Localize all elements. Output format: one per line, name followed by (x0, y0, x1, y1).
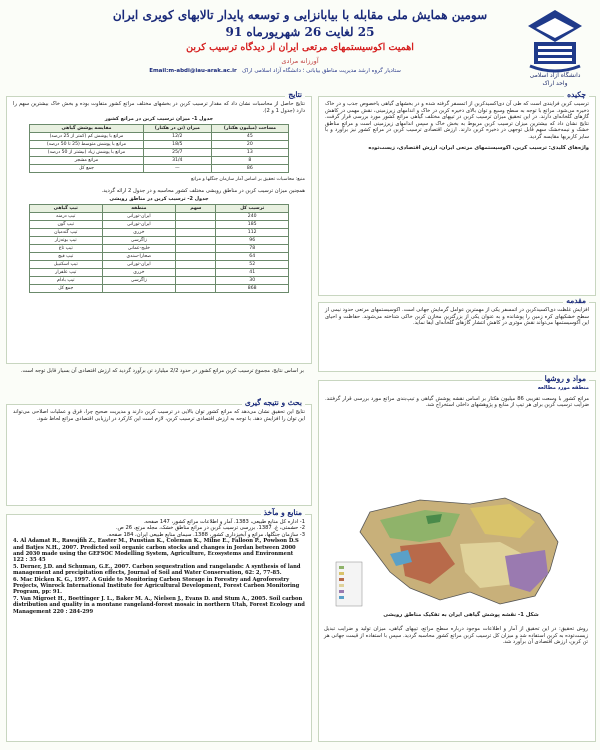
conference-date: 25 لغایت 26 شهریورماه 91 (225, 25, 375, 39)
affiliation-line (40, 68, 510, 74)
table-cell (176, 261, 216, 269)
conference-title: سومین همایش ملی مقابله با بیابانزایی و توسعه پایدار تالابهای کویری ایران (112, 8, 488, 22)
table-cell: تیپ بادام (30, 277, 103, 285)
table1-header: مقایسه پوشش گیاهی (30, 125, 144, 133)
table-row (30, 261, 289, 269)
table-cell: 30 (216, 277, 289, 285)
table-cell: 8 (211, 157, 288, 165)
table-row (30, 245, 289, 253)
map-caption: شکل 1- نقشه پوشش گیاهی ایران به تفکیک مناطق رویشی (383, 612, 539, 618)
table-cell: تیپ تاغ (30, 245, 103, 253)
results-title: نتایج (285, 90, 305, 99)
university-logo-icon (524, 8, 586, 76)
table-row (30, 269, 289, 277)
table-cell: تیپ قیچ (30, 253, 103, 261)
table-cell: 240 (216, 213, 289, 221)
table-cell (176, 213, 216, 221)
table-cell: 52 (216, 261, 289, 269)
table-row (30, 165, 289, 173)
table-cell: جمع کل (30, 165, 144, 173)
table-cell: تیپ گون (30, 221, 103, 229)
table-cell: 13 (211, 149, 288, 157)
table-cell (102, 285, 176, 293)
table-row (30, 229, 289, 237)
table2-header: منطقه (102, 205, 176, 213)
results-text3: بر اساس نتایج، مجموع ترسیب کربن مراتع کشور در حدود 2/2 میلیارد تن برآورد گردید که ارزش اقتصادی آن بسیار قابل توجه است. (20, 368, 304, 374)
table-cell (176, 269, 216, 277)
vegetation-map-figure (330, 492, 592, 612)
table-cell (176, 229, 216, 237)
reference-item-en: 4. Al Adamat R., Rawajfih Z., Easter M., Paustian K., Coleman K., Milne E., Falloon P., Powlson D.S and Batjes N.H., 2007. Predicted soil organic carbon stocks and changes in Jordan between 2000 and 2030 made using the GEFSOC Modelling System, Agriculture, Ecosystems and Environment 122 : 35 45 (13, 538, 299, 564)
logo-caption-line2: واحد اراک (542, 80, 568, 87)
reference-item-fa: 1- اداره کل منابع طبیعی، 1383. آمار و اطلاعات مراتع کشور، 147 صفحه. (143, 519, 305, 525)
abstract-text: ترسیب کربن فرایندی است که طی آن دی‌اکسیدکربن از اتمسفر گرفته شده و در بخشهای گیاهی یاخصوص جذب و در خاک ذخیره می‌شود. مراتع با توجه به سطح وسیع و توان بالای ذخیره کربن در خاک و اندامهای زیرزمینی، نقش مهمی در کاهش گازهای گلخانه‌ای دارند. در این تحقیق میزان ترسیب کربن در تیپهای مختلف گیاهی مراتع کشور مورد بررسی قرار گرفت. نتایج نشان داد که بیشترین میزان ترسیب کربن مربوط به بخش خاک و سپس اندامهای زیرزمینی است و مراتع مناطق خشک و نیمه‌خشک سهم قابل توجهی در ذخیره کربن دارند. ارزش اقتصادی ترسیب کربن در مراتع کشور نیز برآورد و با سایر کاربریها مقایسه گردید. (325, 101, 589, 140)
table-row (30, 149, 289, 157)
methods-text: مراتع کشور با وسعت تقریبی 86 میلیون هکتار بر اساس نقشه پوشش گیاهی و تیپ‌بندی مراتع مورد بررسی قرار گرفتند. ضرایب ترسیب کربن برای هر تیپ از منابع و پژوهشهای داخلی استخراج شد. (325, 395, 589, 409)
table-cell: 86 (211, 165, 288, 173)
table-cell: 112 (216, 229, 289, 237)
abstract-keywords: واژه‌های کلیدی: ترسیب کربن، اکوسیستمهای مرتعی ایران، ارزش اقتصادی، زیست‌توده (368, 144, 589, 151)
table-cell: صحارا-سندی (102, 253, 176, 261)
table-cell: 78 (216, 245, 289, 253)
results-text2: همچنین میزان ترسیب کربن در مناطق رویشی مختلف کشور محاسبه و در جدول 2 ارائه گردید. (101, 187, 305, 194)
table1-note: منبع: محاسبات تحقیق بر اساس آمار سازمان جنگلها و مراتع (191, 177, 305, 183)
table-cell: تیپ علفزار (30, 269, 103, 277)
table-cell: 64 (216, 253, 289, 261)
discussion-box (6, 398, 312, 506)
table-cell: تیپ درمنه (30, 213, 103, 221)
table-cell: 185 (216, 221, 289, 229)
methods-after-map: روش تحقیق: در این تحقیق از آمار و اطلاعات موجود درباره سطح مراتع، تیپهای گیاهی، میزان تولید و ضرایب تبدیل زیست‌توده به کربن استفاده شد و میزان کل ترسیب کربن مراتع کشور محاسبه گردید. سپس با استفاده از قیمت جهانی هر تن کربن، ارزش اقتصادی آن برآورد شد. (324, 626, 588, 646)
authors: آورزانه مرادی (281, 57, 319, 65)
references-title: منابع و مآخذ (261, 508, 305, 517)
table-cell: ایران-تورانی (102, 221, 176, 229)
table-cell (176, 285, 216, 293)
table-cell: — (143, 165, 211, 173)
table-cell: 25/7 (143, 149, 211, 157)
table-row (30, 157, 289, 165)
discussion-text: نتایج این تحقیق نشان می‌دهد که مراتع کشور توان بالایی در ترسیب کربن دارند و مدیریت صحیح چرا، قرق و عملیات اصلاحی می‌تواند این توان را افزایش دهد. با توجه به ارزش اقتصادی ترسیب کربن، لازم است این کارکرد در ارزیابی اقتصادی مراتع لحاظ شود. (13, 409, 305, 422)
table-cell: زاگرسی (102, 237, 176, 245)
table-row (30, 237, 289, 245)
reference-item-en: 7. Van Migroet H., Boettinger J. L., Baker M. A., Nielsen J., Evans D. and Stum A., 2005. Soil carbon distribution and quality in a montane rangeland-forest mosaic in northern Utah, Forest Ecology and Management 220 : 284-299 (13, 595, 305, 615)
table-row (30, 141, 289, 149)
abstract-box (318, 90, 596, 296)
table-cell: خلیج-عمانی (102, 245, 176, 253)
reference-item-fa: 3- سازمان جنگلها، مراتع و آبخیزداری کشور، 1388. سیمای منابع طبیعی ایران، 184 صفحه. (107, 531, 305, 538)
poster-header (0, 0, 600, 90)
table1-header: میزان (تن در هکتار) (143, 125, 211, 133)
paper-title: اهمیت اکوسیستمهای مرتعی ایران از دیدگاه ترسیب کربن (186, 42, 414, 53)
intro-title: مقدمه (563, 296, 589, 305)
table-cell: 45 (211, 133, 288, 141)
table-cell: تیپ گندمیان (30, 229, 103, 237)
table-cell: 868 (216, 285, 289, 293)
table-cell (176, 277, 216, 285)
table-row (30, 253, 289, 261)
table1-header: مساحت (میلیون هکتار) (211, 125, 288, 133)
table-cell: 41 (216, 269, 289, 277)
table-cell: مراتع مشجر (30, 157, 144, 165)
results-box (6, 90, 312, 364)
reference-item-en: 5. Derner, J.D. and Schuman, G.E., 2007. Carbon sequestration and rangelands: A synthesis of land management and precipitation effects, Journal of Soil and Water Conservation, 62: 2, 77-85. (13, 563, 301, 577)
discussion-title: بحث و نتیجه گیری (242, 398, 305, 407)
table-cell: ایران-تورانی (102, 261, 176, 269)
table-cell: 12/2 (143, 133, 211, 141)
table-cell: 96 (216, 237, 289, 245)
table2-caption: جدول 2- ترسیب کربن در مناطق رویشی (109, 196, 209, 203)
table-cell: مراتع با پوشش کم (کمتر از 25 درصد) (30, 133, 144, 141)
affiliation: ستادیار گروه ارشد مدیریت مناطق بیابانی ؛ دانشگاه آزاد اسلامی اراک (241, 68, 401, 74)
table-row (30, 277, 289, 285)
table-row (30, 221, 289, 229)
reference-item-en: 6. Mac Dicken K. G., 1997. A Guide to Monitoring Carbon Storage in Forestry and Agroforestry Projects, Winrock International Institute for Agricultural Development, Forest Carbon Monitoring Program, pp: 91. (13, 576, 300, 596)
intro-text: افزایش غلظت دی‌اکسیدکربن در اتمسفر یکی از مهمترین عوامل گرمایش جهانی است. اکوسیستمهای مرتعی حدود نیمی از سطح خشکیهای کره زمین را پوشانده و به عنوان یکی از بزرگترین مخازن کربن خاکی شناخته می‌شوند. حفاظت و احیای این اکوسیستمها می‌تواند نقش موثری در کاهش انتشار گازهای گلخانه‌ای ایفا نماید. (325, 307, 589, 327)
logo-caption (518, 72, 592, 88)
results-text1: نتایج حاصل از محاسبات نشان داد که مقدار ترسیب کربن در بخشهای مختلف مراتع کشور متفاوت بوده و بخش خاک بیشترین سهم را دارد (جدول 1 و 2). (13, 101, 305, 114)
table-row (30, 133, 289, 141)
methods-subtitle: منطقه مورد مطالعه (537, 385, 589, 391)
table-cell (176, 253, 216, 261)
table-cell (176, 221, 216, 229)
table-row (30, 285, 289, 293)
table-cell: 20 (211, 141, 288, 149)
table-cell (176, 245, 216, 253)
table2-header: سهم (176, 205, 216, 213)
table-row (30, 213, 289, 221)
table2-header: تیپ گیاهی (30, 205, 103, 213)
table-cell: 31/4 (143, 157, 211, 165)
table-cell: خزری (102, 229, 176, 237)
table-cell (176, 237, 216, 245)
intro-box (318, 296, 596, 372)
table2 (29, 204, 289, 293)
table-cell: مراتع با پوشش زیاد (بیشتر از 50 درصد) (30, 149, 144, 157)
table-cell: 18/5 (143, 141, 211, 149)
abstract-title: چکیده (564, 90, 589, 99)
email-link[interactable]: Email:m-abdi@iau-arak.ac.ir (149, 68, 237, 74)
table1 (29, 124, 289, 173)
table-cell: زاگرسی (102, 277, 176, 285)
table-cell: ایران-تورانی (102, 213, 176, 221)
table2-header: ترسیب کل (216, 205, 289, 213)
table1-caption: جدول 1- میزان ترسیب کربن در مراتع کشور (104, 116, 214, 123)
table-cell: تیپ بوته‌زار (30, 237, 103, 245)
references-box (6, 508, 312, 742)
logo-caption-line1: دانشگاه آزاد اسلامی (529, 72, 581, 79)
table-cell: جمع کل (30, 285, 103, 293)
table-cell: مراتع با پوشش متوسط (25 تا 50 درصد) (30, 141, 144, 149)
methods-title: مواد و روشها (542, 374, 589, 383)
reference-item-fa: 2- حشمتی، غ. 1387. بررسی ترسیب کربن در مراتع مناطق خشک، مجله مرتع، 26 ص. (115, 525, 305, 532)
table-cell: خزری (102, 269, 176, 277)
table-cell: تیپ اسکنبیل (30, 261, 103, 269)
